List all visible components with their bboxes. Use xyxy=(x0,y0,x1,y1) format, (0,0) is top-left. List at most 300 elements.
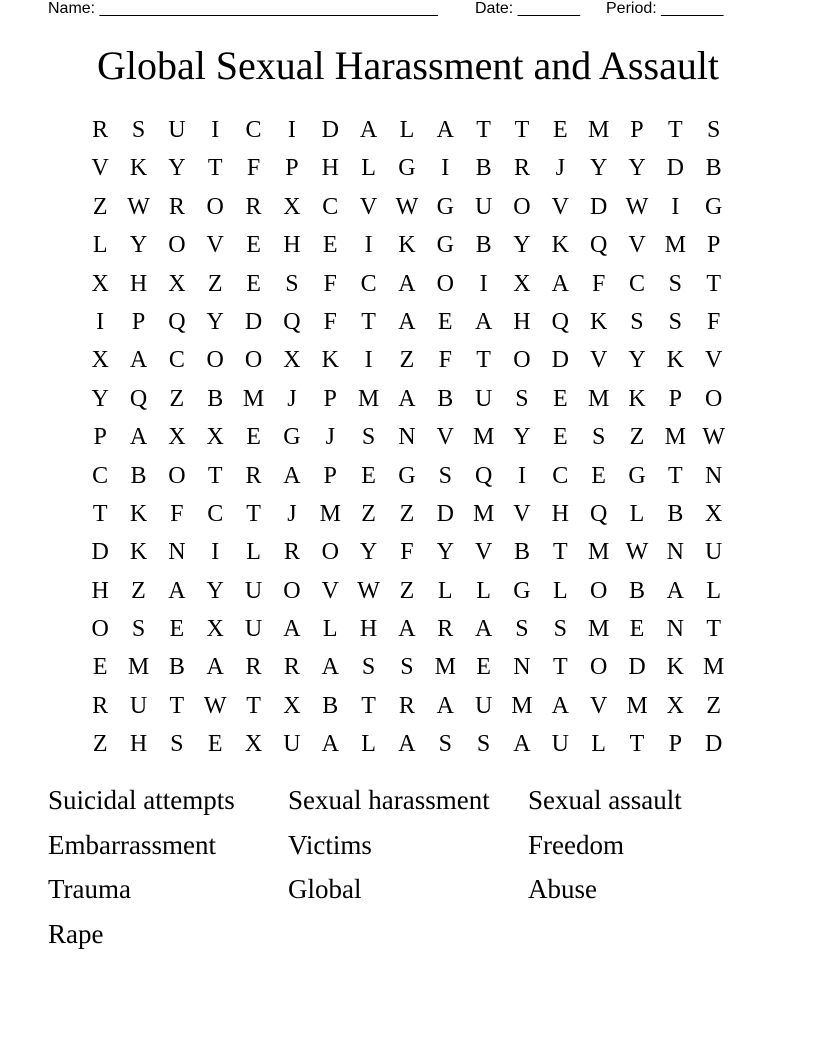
grid-letter: E xyxy=(207,731,223,758)
grid-letter: X xyxy=(168,270,186,297)
grid-letter: D xyxy=(589,193,608,220)
grid-letter: X xyxy=(666,692,684,719)
word-bank-item: Global xyxy=(288,874,362,905)
grid-letter: R xyxy=(245,654,262,681)
grid-letter: E xyxy=(322,232,338,259)
grid-letter: R xyxy=(437,616,454,643)
grid-letter: E xyxy=(552,385,568,412)
grid-letter: J xyxy=(287,385,297,412)
grid-letter: A xyxy=(551,270,569,297)
grid-letter: Z xyxy=(92,193,108,220)
grid-letter: V xyxy=(513,500,531,527)
grid-letter: D xyxy=(628,654,646,681)
grid-letter: R xyxy=(168,193,185,220)
grid-letter: L xyxy=(591,731,606,758)
grid-letter: U xyxy=(244,616,263,643)
grid-letter: K xyxy=(129,155,148,182)
grid-letter: F xyxy=(438,347,452,374)
grid-letter: A xyxy=(129,347,148,374)
grid-letter: U xyxy=(551,731,569,758)
grid-letter: E xyxy=(246,424,261,451)
grid-letter: J xyxy=(287,500,297,527)
grid-letter: T xyxy=(361,692,376,719)
grid-row xyxy=(81,226,733,264)
grid-row xyxy=(81,533,733,571)
grid-letter: O xyxy=(705,385,723,412)
grid-letter: S xyxy=(361,654,376,681)
grid-letter: L xyxy=(399,117,415,143)
grid-letter: O xyxy=(513,193,531,220)
grid-letter: E xyxy=(591,462,606,489)
grid-letter: V xyxy=(705,347,723,374)
grid-letter: K xyxy=(321,347,339,374)
grid-letter: G xyxy=(283,424,301,451)
grid-letter: Z xyxy=(399,500,415,527)
grid-letter: I xyxy=(364,347,373,374)
grid-letter: N xyxy=(705,462,723,489)
grid-letter: G xyxy=(398,155,416,182)
grid-letter: U xyxy=(244,577,263,604)
grid-letter: M xyxy=(664,232,686,259)
grid-letter: A xyxy=(283,462,301,489)
grid-letter: X xyxy=(91,347,109,374)
grid-letter: P xyxy=(323,462,337,489)
grid-letter: D xyxy=(244,308,263,335)
grid-letter: W xyxy=(702,424,725,451)
grid-letter: K xyxy=(398,232,416,259)
grid-letter: T xyxy=(476,347,491,374)
grid-letter: V xyxy=(474,539,493,566)
word-bank-item: Sexual harassment xyxy=(288,785,490,815)
grid-letter: K xyxy=(666,347,684,374)
grid-letter: L xyxy=(361,155,376,182)
grid-letter: T xyxy=(706,270,721,297)
grid-row xyxy=(81,610,733,648)
grid-letter: R xyxy=(283,654,300,681)
grid-letter: O xyxy=(589,654,608,681)
grid-letter: X xyxy=(206,424,224,451)
grid-letter: F xyxy=(591,270,606,297)
grid-letter: W xyxy=(625,193,649,220)
grid-letter: A xyxy=(206,654,224,681)
word-bank-row xyxy=(48,914,768,959)
word-bank-item: Freedom xyxy=(528,829,624,860)
grid-letter: P xyxy=(285,155,299,182)
grid-letter: X xyxy=(206,616,224,643)
grid-letter: T xyxy=(552,539,568,566)
grid-letter: A xyxy=(666,577,684,604)
grid-letter: T xyxy=(207,462,223,489)
grid-letter: U xyxy=(168,117,186,143)
grid-letter: W xyxy=(395,193,419,220)
grid-letter: Z xyxy=(169,385,185,412)
grid-letter: O xyxy=(589,577,608,604)
grid-row xyxy=(81,418,733,456)
grid-letter: O xyxy=(244,347,263,374)
grid-letter: B xyxy=(667,500,684,527)
grid-letter: Q xyxy=(474,462,493,489)
grid-letter: O xyxy=(206,347,224,374)
grid-letter: A xyxy=(321,654,339,681)
grid-letter: P xyxy=(323,385,337,412)
grid-letter: E xyxy=(552,117,568,143)
grid-letter: J xyxy=(325,424,335,451)
grid-letter: K xyxy=(628,385,646,412)
grid-letter: S xyxy=(668,270,682,297)
grid-letter: I xyxy=(479,270,488,297)
grid-letter: S xyxy=(630,308,644,335)
grid-letter: W xyxy=(203,692,227,719)
word-bank-item: Suicidal attempts xyxy=(48,785,235,815)
grid-letter: M xyxy=(511,692,533,719)
grid-letter: B xyxy=(705,155,722,182)
word-bank-item: Embarrassment xyxy=(48,829,216,860)
grid-letter: F xyxy=(706,308,721,335)
grid-letter: T xyxy=(629,731,645,758)
grid-letter: R xyxy=(245,462,262,489)
grid-letter: A xyxy=(398,731,416,758)
grid-letter: S xyxy=(131,616,146,643)
grid-letter: O xyxy=(168,232,186,259)
grid-letter: Q xyxy=(551,308,569,335)
period-field-label: Period: _______ xyxy=(606,0,724,17)
grid-letter: O xyxy=(206,193,224,220)
grid-letter: B xyxy=(628,577,645,604)
grid-row xyxy=(81,341,733,379)
grid-letter: W xyxy=(625,539,649,566)
grid-letter: X xyxy=(283,347,301,374)
grid-letter: M xyxy=(472,500,495,527)
grid-letter: B xyxy=(475,232,492,259)
grid-letter: I xyxy=(364,232,373,259)
grid-letter: W xyxy=(357,577,380,604)
grid-letter: I xyxy=(211,117,220,143)
grid-letter: Y xyxy=(91,385,109,412)
grid-letter: W xyxy=(127,193,150,220)
grid-letter: T xyxy=(246,692,261,719)
grid-letter: A xyxy=(551,692,569,719)
grid-letter: G xyxy=(398,462,416,489)
grid-letter: S xyxy=(668,308,682,335)
grid-row xyxy=(81,188,733,226)
grid-letter: S xyxy=(515,385,529,412)
grid-letter: M xyxy=(434,654,456,681)
grid-letter: A xyxy=(283,616,301,643)
grid-letter: T xyxy=(361,308,376,335)
grid-letter: M xyxy=(242,385,265,412)
grid-letter: A xyxy=(398,616,416,643)
grid-letter: A xyxy=(436,117,454,143)
grid-letter: E xyxy=(246,232,261,259)
grid-letter: A xyxy=(129,424,148,451)
grid-letter: X xyxy=(283,193,301,220)
grid-letter: E xyxy=(476,654,491,681)
grid-letter: K xyxy=(129,539,148,566)
grid-letter: M xyxy=(587,385,610,412)
grid-letter: G xyxy=(513,577,531,604)
grid-letter: A xyxy=(513,731,531,758)
word-bank-row xyxy=(48,825,768,870)
name-field-label: Name: ______________________________________ xyxy=(48,0,438,17)
grid-letter: H xyxy=(129,270,148,297)
grid-letter: C xyxy=(360,270,377,297)
grid-letter: J xyxy=(555,155,565,182)
grid-letter: M xyxy=(664,424,686,451)
grid-letter: H xyxy=(551,500,569,527)
grid-row xyxy=(81,687,733,725)
grid-letter: M xyxy=(587,117,610,143)
grid-letter: R xyxy=(245,193,262,220)
grid-letter: T xyxy=(476,117,491,143)
grid-letter: D xyxy=(551,347,569,374)
grid-letter: T xyxy=(246,500,261,527)
grid-letter: Z xyxy=(399,347,415,374)
grid-letter: S xyxy=(438,462,452,489)
grid-letter: Q xyxy=(589,232,608,259)
grid-letter: I xyxy=(441,155,450,182)
grid-letter: I xyxy=(211,539,220,566)
word-bank-item: Victims xyxy=(288,829,372,860)
grid-letter: S xyxy=(170,731,184,758)
grid-letter: V xyxy=(91,155,109,182)
grid-letter: Y xyxy=(589,155,608,182)
grid-letter: M xyxy=(587,616,610,643)
word-bank-item: Trauma xyxy=(48,874,132,905)
grid-letter: V xyxy=(589,692,608,719)
grid-letter: H xyxy=(91,577,109,604)
grid-letter: U xyxy=(129,692,148,719)
grid-letter: I xyxy=(671,193,680,220)
grid-row xyxy=(81,457,733,495)
grid-letter: S xyxy=(400,654,414,681)
grid-letter: H xyxy=(359,616,378,643)
grid-letter: T xyxy=(514,117,530,143)
grid-letter: N xyxy=(666,539,684,566)
grid-letter: M xyxy=(626,692,648,719)
grid-letter: D xyxy=(321,117,339,143)
grid-letter: S xyxy=(438,731,452,758)
grid-letter: L xyxy=(92,232,108,259)
grid-row xyxy=(81,725,733,763)
grid-row xyxy=(81,495,733,533)
grid-letter: V xyxy=(589,347,608,374)
grid-letter: C xyxy=(168,347,185,374)
grid-row xyxy=(81,648,733,686)
grid-letter: Y xyxy=(206,577,224,604)
grid-row xyxy=(81,572,733,610)
grid-letter: D xyxy=(666,155,684,182)
grid-letter: R xyxy=(398,692,415,719)
grid-letter: G xyxy=(436,232,454,259)
grid-letter: F xyxy=(170,500,184,527)
grid-letter: Z xyxy=(92,731,108,758)
grid-letter: E xyxy=(437,308,453,335)
grid-letter: S xyxy=(361,424,376,451)
grid-letter: B xyxy=(207,385,224,412)
grid-letter: S xyxy=(131,117,146,143)
grid-letter: B xyxy=(168,654,185,681)
grid-letter: T xyxy=(92,500,108,527)
grid-letter: Z xyxy=(629,424,645,451)
grid-letter: L xyxy=(246,539,261,566)
grid-letter: T xyxy=(207,155,223,182)
grid-letter: P xyxy=(630,117,644,143)
grid-letter: Y xyxy=(628,347,646,374)
word-bank-row xyxy=(48,869,768,914)
grid-letter: C xyxy=(245,117,262,143)
grid-letter: Y xyxy=(129,232,148,259)
header-fields xyxy=(48,0,748,20)
grid-letter: V xyxy=(206,232,224,259)
grid-letter: E xyxy=(92,654,108,681)
grid-letter: X xyxy=(513,270,531,297)
grid-letter: Q xyxy=(168,308,186,335)
grid-letter: S xyxy=(476,731,491,758)
grid-letter: V xyxy=(359,193,378,220)
grid-letter: B xyxy=(437,385,454,412)
grid-letter: A xyxy=(398,308,416,335)
grid-letter: E xyxy=(552,424,568,451)
grid-letter: Y xyxy=(359,539,378,566)
grid-letter: X xyxy=(91,270,109,297)
grid-letter: G xyxy=(705,193,723,220)
grid-letter: U xyxy=(705,539,723,566)
grid-letter: T xyxy=(169,692,185,719)
grid-letter: M xyxy=(357,385,380,412)
grid-letter: T xyxy=(667,462,683,489)
grid-letter: Y xyxy=(628,155,646,182)
grid-letter: E xyxy=(361,462,376,489)
grid-letter: X xyxy=(705,500,723,527)
grid-letter: T xyxy=(552,654,568,681)
grid-letter: V xyxy=(321,577,339,604)
grid-letter: N xyxy=(666,616,684,643)
grid-letter: P xyxy=(93,424,107,451)
grid-letter: M xyxy=(127,654,150,681)
grid-letter: L xyxy=(361,731,376,758)
grid-letter: Z xyxy=(706,692,721,719)
grid-row xyxy=(81,303,733,341)
grid-letter: Y xyxy=(513,424,531,451)
grid-letter: U xyxy=(474,692,493,719)
grid-letter: I xyxy=(287,117,296,143)
grid-letter: S xyxy=(553,616,567,643)
word-search-grid xyxy=(81,111,733,764)
grid-letter: Q xyxy=(283,308,301,335)
grid-row xyxy=(81,149,733,187)
grid-letter: L xyxy=(552,577,568,604)
grid-row xyxy=(81,111,733,149)
grid-letter: C xyxy=(322,193,339,220)
grid-letter: O xyxy=(91,616,109,643)
grid-letter: R xyxy=(513,155,530,182)
grid-letter: Q xyxy=(589,500,608,527)
grid-letter: Y xyxy=(436,539,454,566)
grid-letter: C xyxy=(552,462,569,489)
grid-letter: T xyxy=(667,117,683,143)
grid-letter: D xyxy=(91,539,109,566)
grid-letter: X xyxy=(244,731,263,758)
grid-letter: C xyxy=(92,462,109,489)
grid-letter: Y xyxy=(206,308,224,335)
grid-letter: Z xyxy=(131,577,146,604)
word-bank-item: Sexual assault xyxy=(528,785,682,815)
grid-letter: O xyxy=(283,577,301,604)
grid-letter: B xyxy=(513,539,530,566)
grid-letter: X xyxy=(168,424,186,451)
grid-letter: E xyxy=(629,616,645,643)
grid-letter: L xyxy=(629,500,645,527)
grid-letter: M xyxy=(703,654,725,681)
grid-letter: C xyxy=(628,270,645,297)
word-bank xyxy=(48,780,768,959)
grid-letter: Z xyxy=(361,500,376,527)
grid-letter: G xyxy=(436,193,454,220)
grid-letter: I xyxy=(517,462,526,489)
date-field-label: Date: _______ xyxy=(475,0,580,17)
grid-letter: Y xyxy=(168,155,186,182)
grid-letter: N xyxy=(513,654,531,681)
grid-letter: S xyxy=(591,424,606,451)
grid-letter: A xyxy=(359,117,378,143)
grid-letter: K xyxy=(129,500,148,527)
grid-letter: Z xyxy=(399,577,415,604)
grid-letter: N xyxy=(168,539,186,566)
grid-letter: T xyxy=(706,616,721,643)
grid-letter: A xyxy=(168,577,186,604)
grid-letter: U xyxy=(474,193,493,220)
grid-letter: E xyxy=(246,270,261,297)
grid-letter: S xyxy=(285,270,299,297)
grid-letter: F xyxy=(400,539,414,566)
grid-letter: Y xyxy=(513,232,531,259)
page-title: Global Sexual Harassment and Assault xyxy=(96,43,720,88)
grid-letter: L xyxy=(322,616,338,643)
grid-letter: F xyxy=(246,155,261,182)
grid-row xyxy=(81,380,733,418)
grid-letter: H xyxy=(129,731,148,758)
grid-letter: F xyxy=(323,308,337,335)
grid-letter: P xyxy=(668,731,682,758)
grid-letter: C xyxy=(207,500,224,527)
grid-letter: X xyxy=(283,692,301,719)
grid-letter: D xyxy=(705,731,723,758)
grid-letter: U xyxy=(283,731,301,758)
grid-letter: P xyxy=(706,232,721,259)
grid-letter: H xyxy=(513,308,531,335)
word-bank-item: Abuse xyxy=(528,874,597,905)
grid-letter: R xyxy=(283,539,300,566)
grid-letter: K xyxy=(666,654,684,681)
grid-letter: B xyxy=(475,155,492,182)
grid-letter: M xyxy=(472,424,495,451)
grid-letter: I xyxy=(96,308,105,335)
grid-letter: U xyxy=(474,385,493,412)
grid-letter: B xyxy=(130,462,147,489)
grid-letter: A xyxy=(436,692,454,719)
grid-letter: P xyxy=(668,385,682,412)
word-bank-item: Rape xyxy=(48,919,104,950)
grid-letter: M xyxy=(319,500,341,527)
grid-letter: F xyxy=(323,270,337,297)
grid-letter: B xyxy=(322,692,339,719)
grid-letter: D xyxy=(436,500,454,527)
grid-letter: G xyxy=(628,462,646,489)
grid-letter: S xyxy=(706,117,721,143)
grid-letter: S xyxy=(515,616,529,643)
grid-letter: A xyxy=(398,270,416,297)
grid-letter: O xyxy=(436,270,454,297)
